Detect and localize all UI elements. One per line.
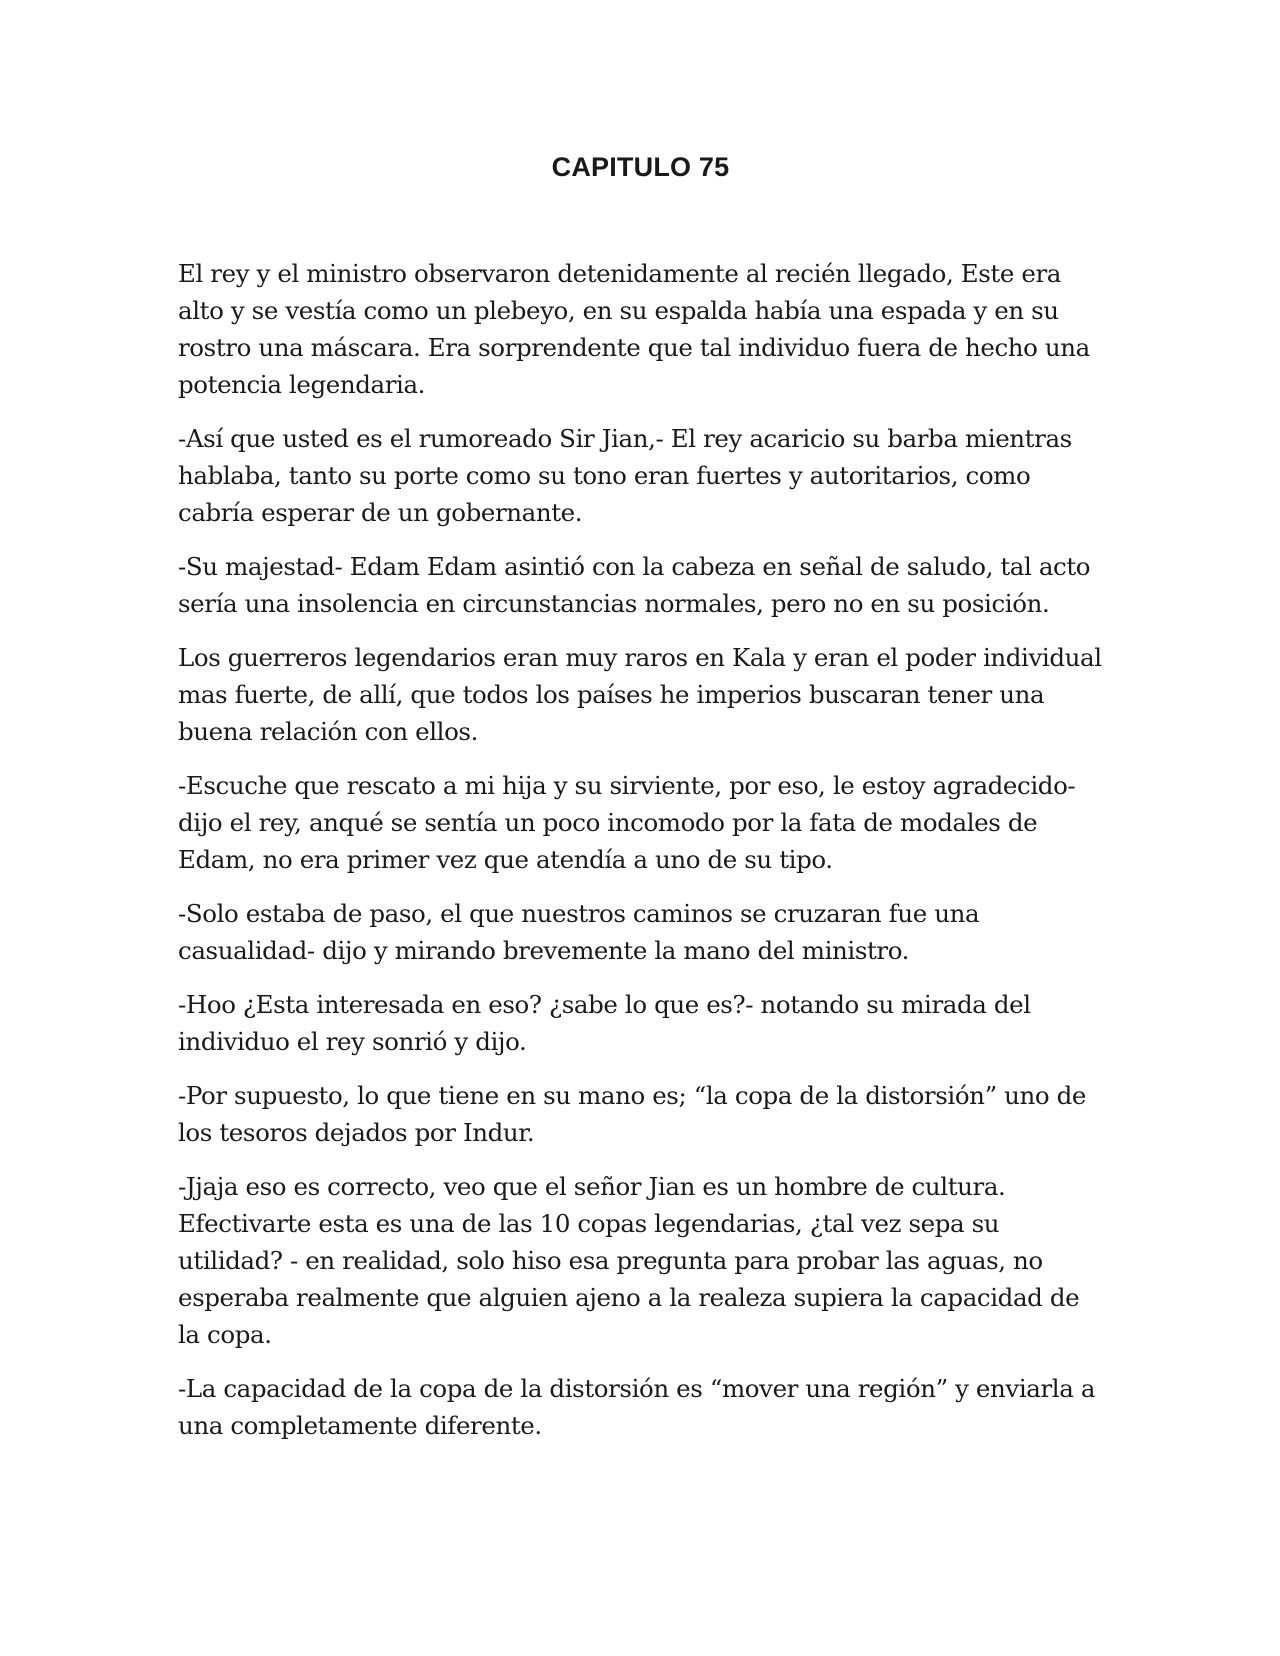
paragraph: -Así que usted es el rumoreado Sir Jian,- El rey acaricio su barba mientras hablaba, tanto su porte como su tono eran fuertes y autoritarios, como cabría esperar de un gobernante. <box>178 424 1072 527</box>
paragraph: -Por supuesto, lo que tiene en su mano es; “la copa de la distorsión” uno de los tesoros dejados por Indur. <box>178 1081 1086 1147</box>
chapter-body <box>178 255 1103 1461</box>
chapter-title: CAPITULO 75 <box>551 152 730 182</box>
paragraph: El rey y el ministro observaron detenidamente al recién llegado, Este era alto y se vestía como un plebeyo, en su espalda había una espada y en su rostro una máscara. Era sorprendente que tal individuo fuera de hecho una potencia legendaria. <box>178 259 1090 399</box>
paragraph: Los guerreros legendarios eran muy raros en Kala y eran el poder individual mas fuerte, de allí, que todos los países he imperios buscaran tener una buena relación con ellos. <box>178 643 1102 746</box>
paragraph: -Su majestad- Edam Edam asintió con la cabeza en señal de saludo, tal acto sería una insolencia en circunstancias normales, pero no en su posición. <box>178 552 1091 618</box>
paragraph: -Escuche que rescato a mi hija y su sirviente, por eso, le estoy agradecido- dijo el rey, anqué se sentía un poco incomodo por la fata de modales de Edam, no era primer vez que atendía a uno de su tipo. <box>178 771 1076 874</box>
paragraph: -Solo estaba de paso, el que nuestros caminos se cruzaran fue una casualidad- dijo y mirando brevemente la mano del ministro. <box>178 899 980 965</box>
paragraph: -Hoo ¿Esta interesada en eso? ¿sabe lo que es?- notando su mirada del individuo el rey sonrió y dijo. <box>178 990 1031 1056</box>
paragraph: -Jjaja eso es correcto, veo que el señor Jian es un hombre de cultura. Efectivarte esta es una de las 10 copas legendarias, ¿tal vez sepa su utilidad? - en realidad, solo hiso esa pregunta para probar las aguas, no esperaba realmente que alguien ajeno a la realeza supiera la capacidad de la copa. <box>178 1172 1080 1349</box>
document-page <box>178 0 1103 1656</box>
paragraph: -La capacidad de la copa de la distorsión es “mover una región” y enviarla a una completamente diferente. <box>178 1374 1096 1440</box>
